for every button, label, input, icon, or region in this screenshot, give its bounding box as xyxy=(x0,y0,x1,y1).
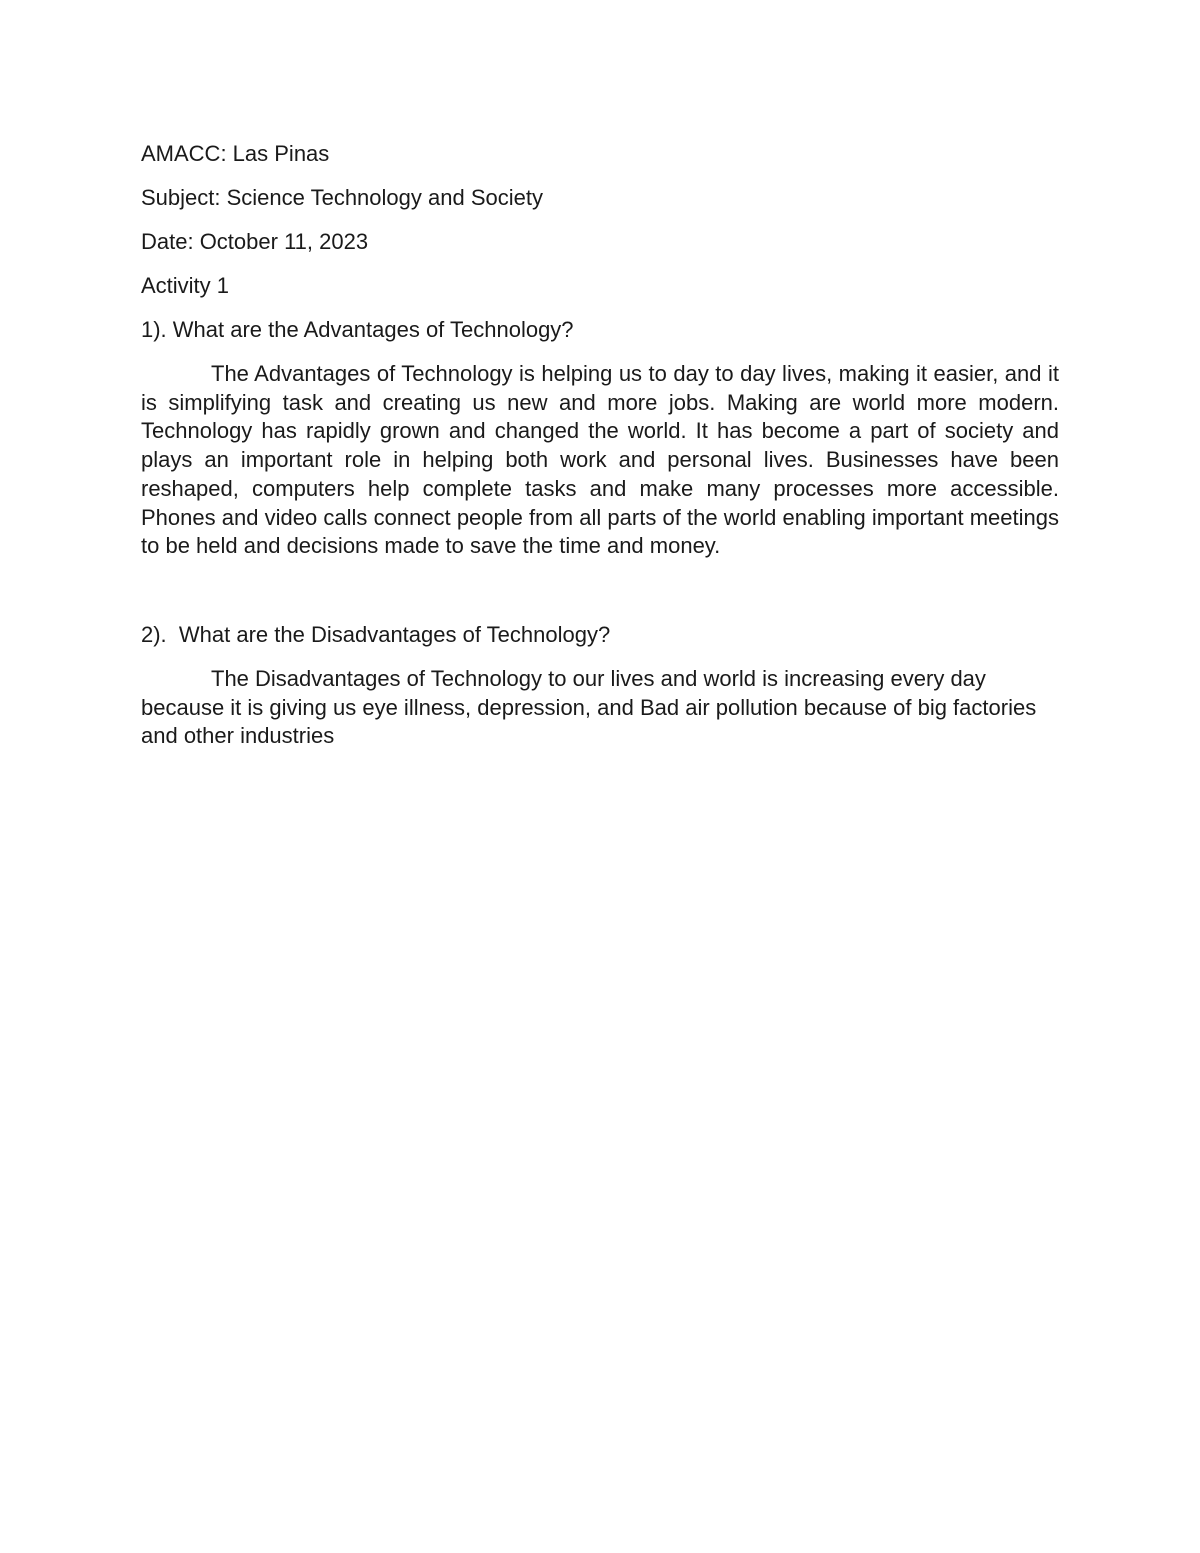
document-body xyxy=(141,140,1059,751)
activity-title: Activity 1 xyxy=(141,273,230,298)
spacer xyxy=(141,561,1059,621)
answer-1: The Advantages of Technology is helping us to day to day lives, making it easier, and it is simplifying task and creating us new and more jobs. Making are world more modern. Technology has rapidly grown and changed the world. It has become a part of society and plays an important role in helping both work and personal lives. Businesses have been reshaped, computers help complete tasks and make many processes more accessible. Phones and video calls connect people from all parts of the world enabling important meetings to be held and decisions made to save the time and money. xyxy=(141,361,1059,559)
answer-2: The Disadvantages of Technology to our lives and world is increasing every day because it is giving us eye illness, depression, and Bad air pollution because of big factories and other industries xyxy=(141,665,1037,749)
date-line: Date: October 11, 2023 xyxy=(141,229,369,254)
question-2: 2). What are the Disadvantages of Technology? xyxy=(141,621,611,647)
school-line: AMACC: Las Pinas xyxy=(141,141,330,166)
question-1: 1). What are the Advantages of Technology? xyxy=(141,317,574,342)
subject-line: Subject: Science Technology and Society xyxy=(141,185,543,210)
